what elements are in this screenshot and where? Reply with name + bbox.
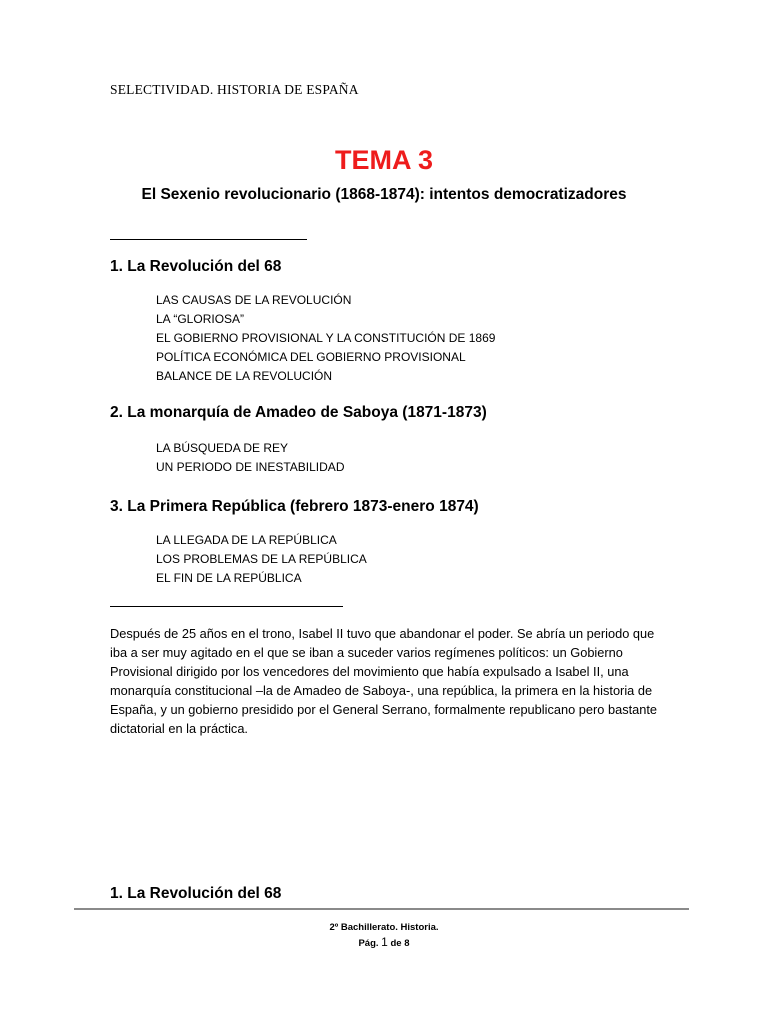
section-heading-1: 1. La Revolución del 68 <box>110 258 282 275</box>
divider-bottom <box>110 606 343 607</box>
footer-page-total: de 8 <box>390 938 410 949</box>
toc-item: EL FIN DE LA REPÚBLICA <box>156 571 302 585</box>
toc-item: POLÍTICA ECONÓMICA DEL GOBIERNO PROVISIONAL <box>156 350 466 364</box>
section-1-item-list <box>156 291 495 386</box>
divider-top <box>110 239 307 240</box>
toc-item: BALANCE DE LA REVOLUCIÓN <box>156 369 333 383</box>
body-section-heading: 1. La Revolución del 68 <box>110 885 282 902</box>
intro-paragraph: Después de 25 años en el trono, Isabel II tuvo que abandonar el poder. Se abría un periodo que iba a ser muy agitado en el que se iban a suceder varios regímenes políticos: un Gobierno Provisional dirigido por los vencedores del movimiento que había expulsado a Isabel II, una monarquía constitucional –la de Amadeo de Saboya-, una república, la primera en la historia de España, y un gobierno presidido por el General Serrano, formalmente republicano pero bastante dictatorial en la práctica. <box>110 626 658 736</box>
toc-item: LA BÚSQUEDA DE REY <box>156 441 289 455</box>
toc-item: EL GOBIERNO PROVISIONAL Y LA CONSTITUCIÓN DE 1869 <box>156 331 496 345</box>
footer-course: 2º Bachillerato. Historia. <box>329 922 439 933</box>
section-3-item-list <box>156 531 367 588</box>
toc-item: LOS PROBLEMAS DE LA REPÚBLICA <box>156 552 367 566</box>
document-title: TEMA 3 <box>334 145 433 175</box>
section-heading-3: 3. La Primera República (febrero 1873-enero 1874) <box>110 498 479 515</box>
footer-page-indicator <box>0 935 768 949</box>
footer-page-number: 1 <box>381 935 388 949</box>
toc-item: LA “GLORIOSA” <box>156 312 245 326</box>
section-2-item-list <box>156 439 344 477</box>
document-subtitle: El Sexenio revolucionario (1868-1874): intentos democratizadores <box>141 186 627 203</box>
toc-item: UN PERIODO DE INESTABILIDAD <box>156 460 345 474</box>
footer-page-prefix: Pág. <box>358 938 379 949</box>
section-heading-2: 2. La monarquía de Amadeo de Saboya (1871-1873) <box>110 404 487 421</box>
toc-item: LAS CAUSAS DE LA REVOLUCIÓN <box>156 293 352 307</box>
document-header: SELECTIVIDAD. HISTORIA DE ESPAÑA <box>110 82 359 97</box>
footer-divider <box>74 908 689 910</box>
toc-item: LA LLEGADA DE LA REPÚBLICA <box>156 533 337 547</box>
